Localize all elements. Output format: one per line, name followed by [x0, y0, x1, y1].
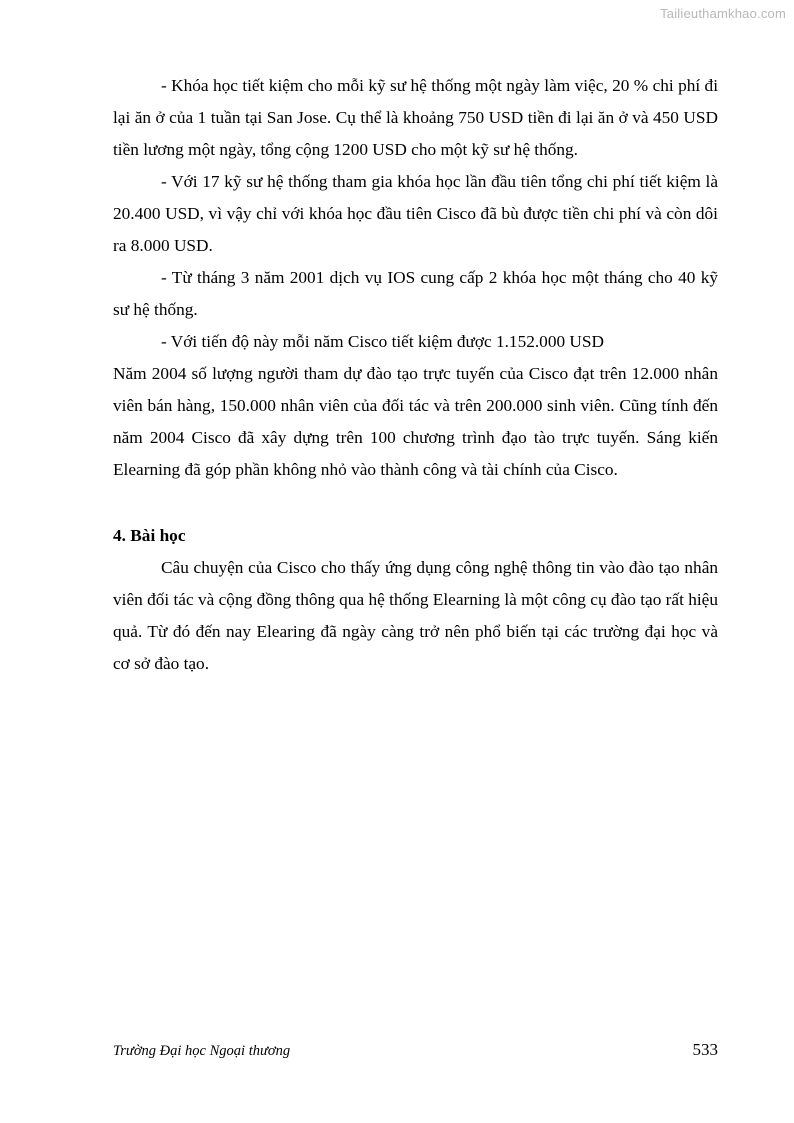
footer-institution: Trường Đại học Ngoại thương: [113, 1043, 291, 1059]
paragraph-savings-per-engineer: - Khóa học tiết kiệm cho mỗi kỹ sư hệ thống một ngày làm việc, 20 % chi phí đi lại ăn ở của 1 tuần tại San Jose. Cụ thể là khoảng 750 USD tiền đi lại ăn ở và 450 USD tiền lương một ngày, tổng cộng 1200 USD cho một kỹ sư hệ thống.: [113, 76, 718, 159]
paragraph-2004-statistics: Năm 2004 số lượng người tham dự đào tạo trực tuyến của Cisco đạt trên 12.000 nhân viên bán hàng, 150.000 nhân viên của đối tác và trên 200.000 sinh viên. Cũng tính đến năm 2004 Cisco đã xây dựng trên 100 chương trình đạo tào trực tuyến. Sáng kiến Elearning đã góp phần không nhỏ vào thành công và tài chính của Cisco.: [113, 364, 718, 479]
section-body: Câu chuyện của Cisco cho thấy ứng dụng công nghệ thông tin vào đào tạo nhân viên đối tác và cộng đồng thông qua hệ thống Elearning là một công cụ đào tạo rất hiệu quả. Từ đó đến nay Elearing đã ngày càng trở nên phổ biến tại các trường đại học và cơ sở đào tạo.: [113, 558, 718, 673]
section-heading: 4. Bài học: [113, 526, 186, 545]
page-content: [113, 70, 718, 680]
page-number: 533: [692, 1040, 718, 1059]
paragraph-course-schedule: - Từ tháng 3 năm 2001 dịch vụ IOS cung cấp 2 khóa học một tháng cho 40 kỹ sư hệ thống.: [113, 268, 718, 319]
watermark: Tailieuthamkhao.com: [660, 6, 786, 21]
paragraph-first-course-savings: - Với 17 kỹ sư hệ thống tham gia khóa học lần đầu tiên tổng chi phí tiết kiệm là 20.400 USD, vì vậy chỉ với khóa học đầu tiên Cisco đã bù được tiền chi phí và còn dôi ra 8.000 USD.: [113, 172, 718, 255]
page-footer: [113, 1040, 718, 1060]
paragraph-annual-savings: - Với tiến độ này mỗi năm Cisco tiết kiệm được 1.152.000 USD: [161, 332, 604, 351]
